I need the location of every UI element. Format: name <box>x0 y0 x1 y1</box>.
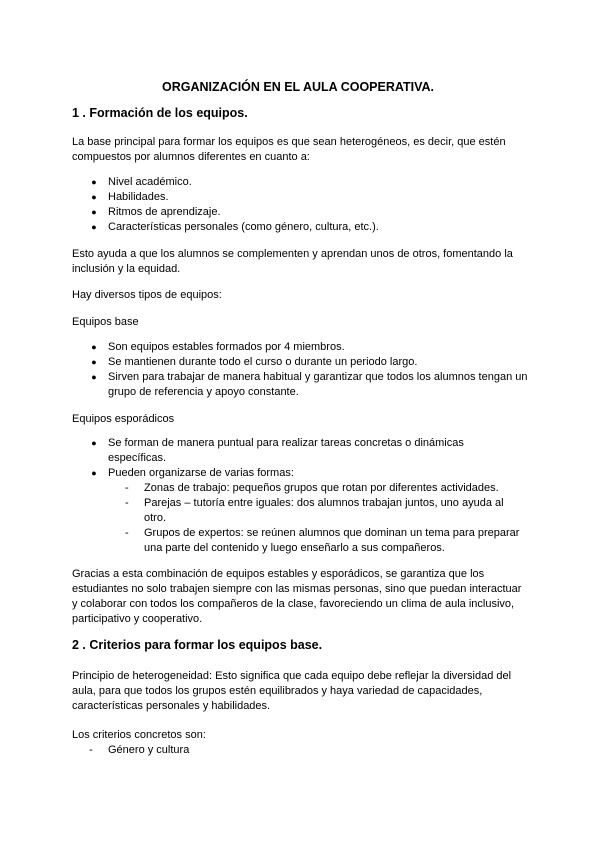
dash-marker: - <box>125 497 129 509</box>
section2-heading: 2 . Criterios para formar los equipos base. <box>72 638 323 652</box>
sub-list-item-text: Género y cultura <box>108 744 190 756</box>
list-item <box>91 220 528 235</box>
bullet-icon: ● <box>91 222 97 232</box>
sub-list-item-text: Grupos de expertos: se reúnen alumnos que dominan un tema para preparar una parte del contenido y luego enseñarlo a sus compañeros. <box>144 527 520 554</box>
list-item-text: Sirven para trabajar de manera habitual y garantizar que todos los alumnos tengan un grupo de referencia y apoyo constante. <box>108 371 528 398</box>
list-item <box>91 340 528 355</box>
list-item-text: Son equipos estables formados por 4 miembros. <box>108 341 345 353</box>
list-item <box>91 205 528 220</box>
bullet-icon: ● <box>91 438 97 448</box>
list-item <box>91 355 528 370</box>
list-item <box>91 436 508 466</box>
document-title: ORGANIZACIÓN EN EL AULA COOPERATIVA. <box>162 80 434 94</box>
list-item-text: Habilidades. <box>108 191 169 203</box>
bullet-icon: ● <box>91 372 97 382</box>
list-item-text: Nivel académico. <box>108 176 192 188</box>
section2-criteria-intro: Los criterios concretos son: <box>72 729 206 741</box>
bullet-icon: ● <box>91 207 97 217</box>
section1-intro: La base principal para formar los equipos es que sean heterogéneos, es decir, que estén compuestos por alumnos diferentes en cuanto a: <box>72 136 506 163</box>
section1-heading: 1 . Formación de los equipos. <box>72 106 248 120</box>
list-item-text: Ritmos de aprendizaje. <box>108 206 221 218</box>
list-item-text: Se mantienen durante todo el curso o durante un periodo largo. <box>108 356 418 368</box>
section1-benefit: Esto ayuda a que los alumnos se complementen y aprendan unos de otros, fomentando la inclusión y la equidad. <box>72 248 513 275</box>
dash-marker: - <box>125 482 129 494</box>
bullet-icon: ● <box>91 357 97 367</box>
section1-types-intro: Hay diversos tipos de equipos: <box>72 289 222 301</box>
dash-marker: - <box>89 744 93 756</box>
sub-list-item <box>125 481 524 496</box>
list-item-text: Pueden organizarse de varias formas: <box>108 467 294 479</box>
list-item-text: Características personales (como género, cultura, etc.). <box>108 221 379 233</box>
bullet-icon: ● <box>91 468 97 478</box>
list-item <box>91 190 528 205</box>
list-item <box>91 175 528 190</box>
list-item-text: Se forman de manera puntual para realizar tareas concretas o dinámicas específicas. <box>108 437 464 464</box>
bullet-icon: ● <box>91 342 97 352</box>
list-item <box>91 370 528 400</box>
bullet-icon: ● <box>91 192 97 202</box>
list-item <box>91 466 528 481</box>
section1-conclusion: Gracias a esta combinación de equipos estables y esporádicos, se garantiza que los estudiantes no solo trabajen siempre con las mismas personas, sino que puedan interactuar y colaborar con todos los compañeros de la clase, favoreciendo un clima de aula inclusivo, participativo y cooperativo. <box>72 568 522 625</box>
sub-list-item <box>125 526 524 556</box>
sub-list-item <box>125 496 516 526</box>
sub-list-item <box>89 743 488 758</box>
section2-principle: Principio de heterogeneidad: Esto significa que cada equipo debe reflejar la diversidad del aula, para que todos los grupos estén equilibrados y haya variedad de capacidades, características personales y habilidades. <box>72 670 512 712</box>
sub-list-item-text: Parejas – tutoría entre iguales: dos alumnos trabajan juntos, uno ayuda al otro. <box>144 497 504 524</box>
bullet-icon: ● <box>91 177 97 187</box>
sub-list-item-text: Zonas de trabajo: pequeños grupos que rotan por diferentes actividades. <box>144 482 499 494</box>
equipos-base-label: Equipos base <box>72 316 139 328</box>
dash-marker: - <box>125 527 129 539</box>
equipos-esporadicos-label: Equipos esporádicos <box>72 413 175 425</box>
